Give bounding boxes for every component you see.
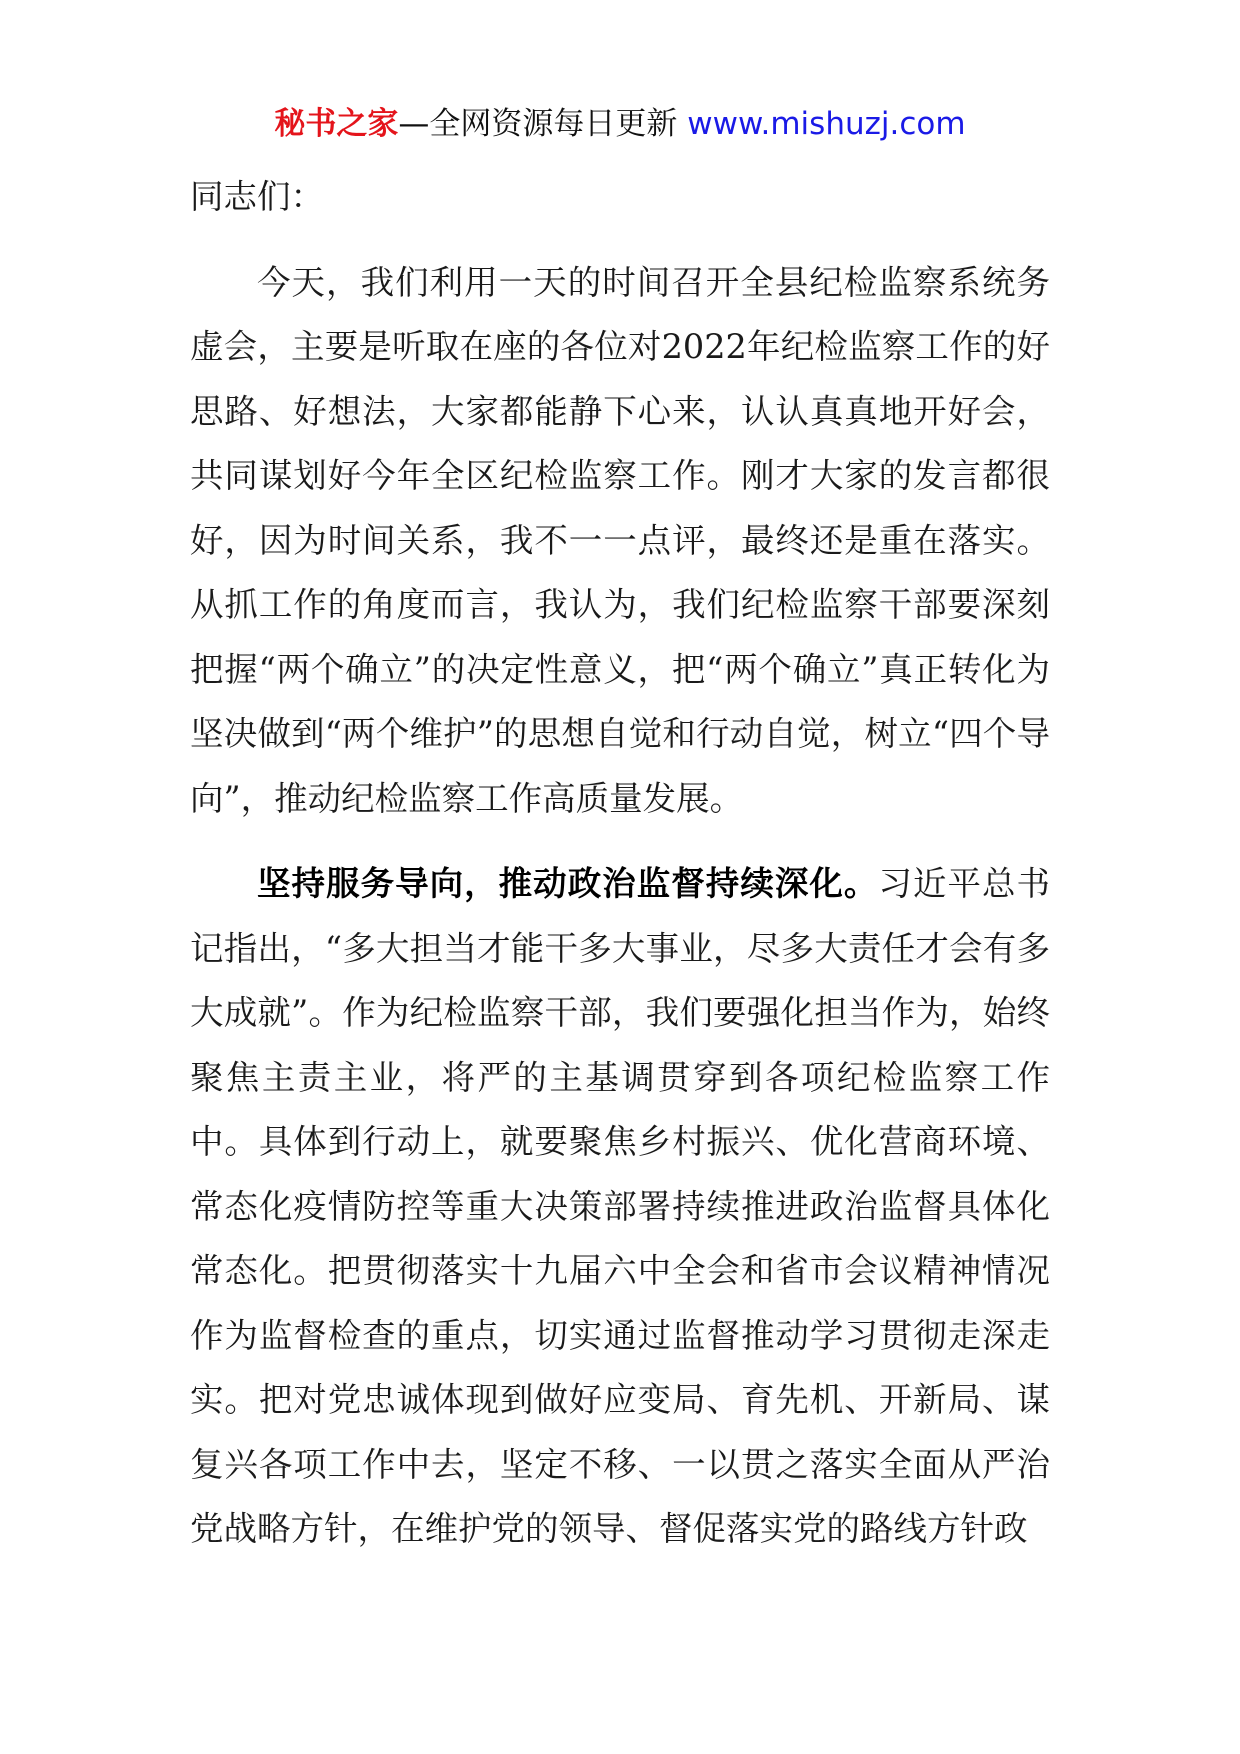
document-body: [190, 165, 1050, 1562]
paragraph-service-orientation: [190, 852, 1050, 1562]
greeting: 同志们：: [190, 177, 324, 216]
paragraph-body: 习近平总书记指出，“多大担当才能干多大事业，尽多大责任才会有多大成就”。作为纪检监察干部，我们要强化担当作为，始终聚焦主责主业，将严的主基调贯穿到各项纪检监察工作中。具体到行动上，就要聚焦乡村振兴、优化营商环境、常态化疫情防控等重大决策部署持续推进政治监督具体化常态化。把贯彻落实十九届六中全会和省市会议精神情况作为监督检查的重点，切实通过监督推动学习贯彻走深走实。把对党忠诚体现到做好应变局、育先机、开新局、谋复兴各项工作中去，坚定不移、一以贯之落实全面从严治党战略方针，在维护党的领导、督促落实党的路线方针政: [190, 864, 1051, 1548]
header-url-link[interactable]: www.mishuzj.com: [687, 106, 966, 142]
page-header: [0, 100, 1240, 148]
paragraph-heading: 坚持服务导向，推动政治监督持续深化。: [257, 864, 879, 903]
header-brand: 秘书之家: [274, 106, 399, 142]
header-tagline: —全网资源每日更新: [398, 106, 678, 142]
paragraph-intro: 今天，我们利用一天的时间召开全县纪检监察系统务虚会，主要是听取在座的各位对2022年纪检监察工作的好思路、好想法，大家都能静下心来，认认真真地开好会，共同谋划好今年全区纪检监察工作。刚才大家的发言都很好，因为时间关系，我不一一点评，最终还是重在落实。从抓工作的角度而言，我认为，我们纪检监察干部要深刻把握“两个确立”的决定性意义，把“两个确立”真正转化为坚决做到“两个维护”的思想自觉和行动自觉，树立“四个导向”，推动纪检监察工作高质量发展。: [190, 262, 1050, 818]
